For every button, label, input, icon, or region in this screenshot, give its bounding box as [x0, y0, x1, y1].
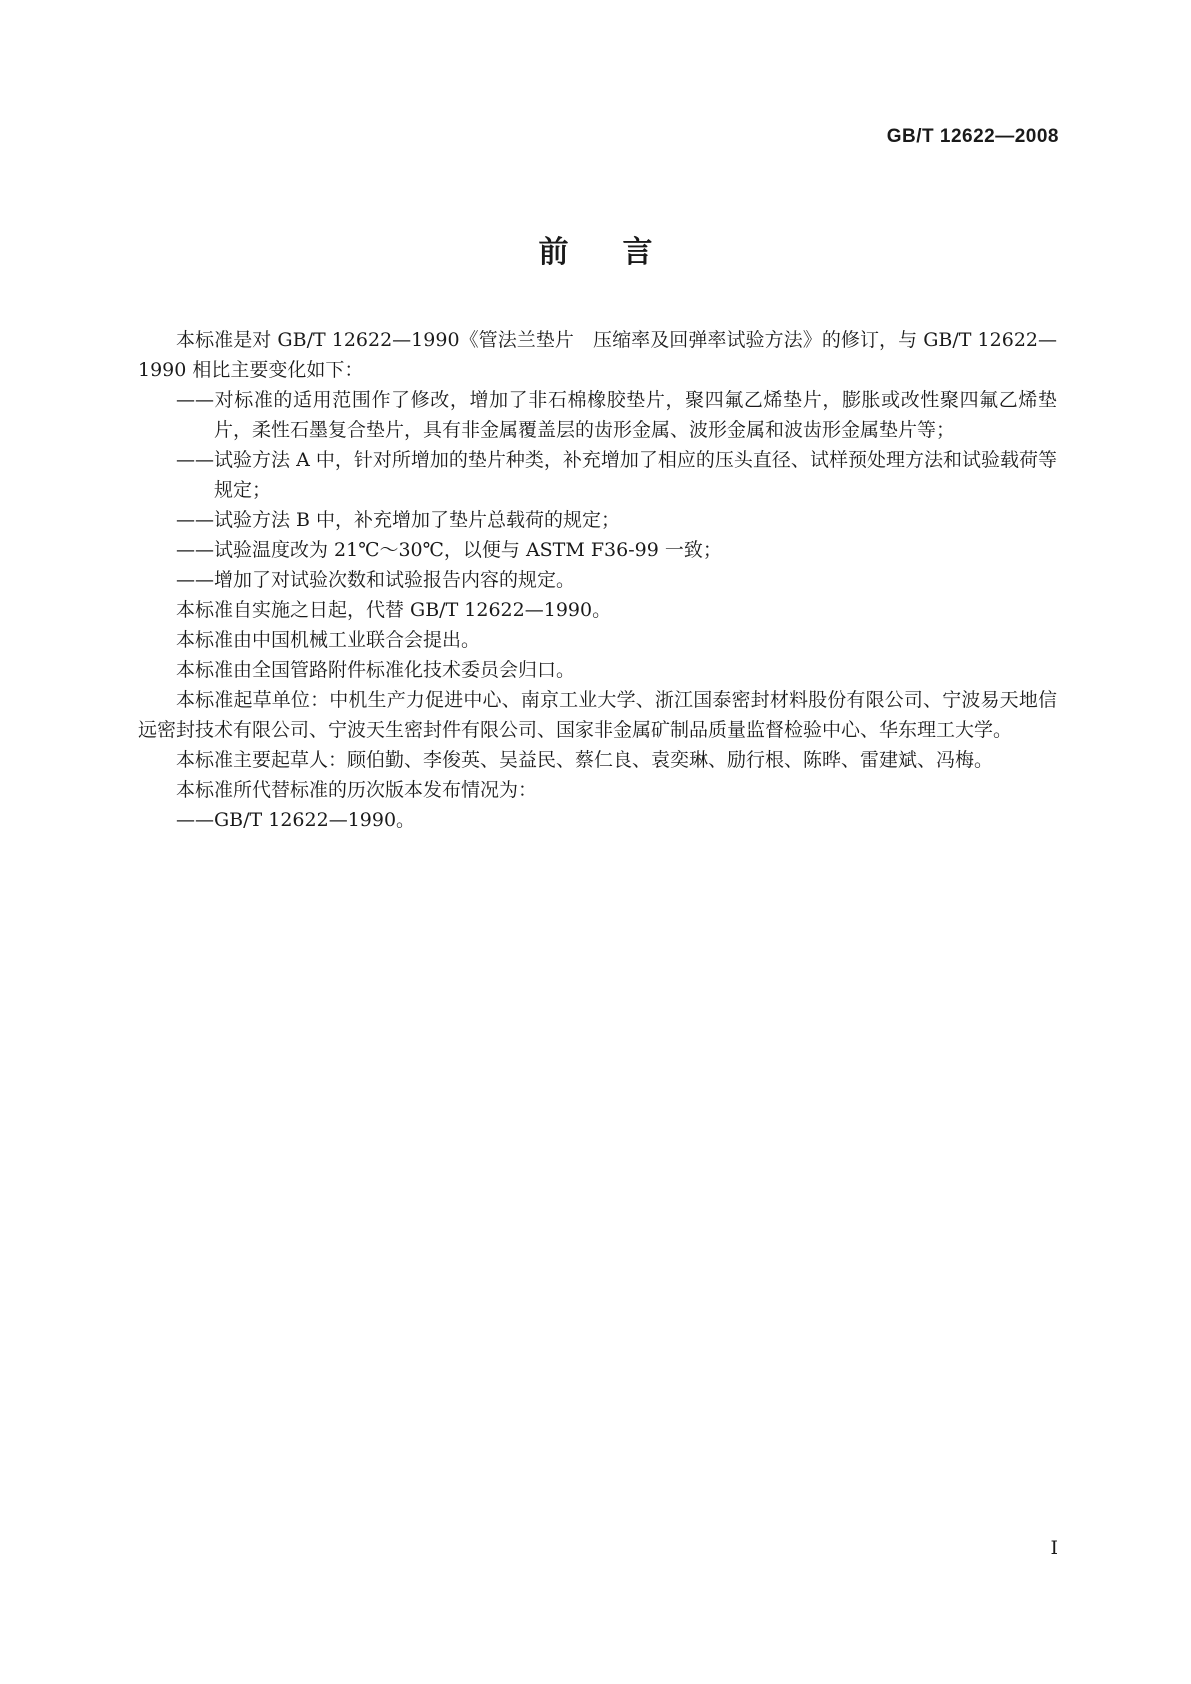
- replacement-paragraph: 本标准自实施之日起，代替 GB/T 12622—1990。: [176, 599, 612, 621]
- page-number: I: [1050, 1537, 1058, 1559]
- drafting-units-paragraph: 本标准起草单位：中机生产力促进中心、南京工业大学、浙江国泰密封材料股份有限公司、宁波易天地信远密封技术有限公司、宁波天生密封件有限公司、国家非金属矿制品质量监督检验中心、华东理工大学。: [138, 689, 1057, 741]
- intro-paragraph: 本标准是对 GB/T 12622—1990《管法兰垫片 压缩率及回弹率试验方法》的修订，与 GB/T 12622—1990 相比主要变化如下：: [138, 329, 1057, 381]
- change-item-report: ——增加了对试验次数和试验报告内容的规定。: [176, 569, 576, 591]
- document-body: [138, 325, 1057, 835]
- change-item-method-b: ——试验方法 B 中，补充增加了垫片总载荷的规定；: [176, 509, 621, 531]
- change-item-temperature: ——试验温度改为 21℃～30℃，以便与 ASTM F36-99 一致；: [176, 539, 722, 561]
- proposer-paragraph: 本标准由中国机械工业联合会提出。: [176, 629, 481, 651]
- standard-number: GB/T 12622—2008: [886, 126, 1059, 147]
- drafters-paragraph: 本标准主要起草人：顾伯勤、李俊英、吴益民、蔡仁良、袁奕琳、励行根、陈晔、雷建斌、冯梅。: [176, 749, 994, 771]
- committee-paragraph: 本标准由全国管路附件标准化技术委员会归口。: [176, 659, 576, 681]
- history-paragraph: 本标准所代替标准的历次版本发布情况为：: [176, 779, 538, 801]
- history-item: ——GB/T 12622—1990。: [176, 809, 416, 831]
- page-title: 前言: [538, 235, 707, 270]
- change-item-method-a: ——试验方法 A 中，针对所增加的垫片种类，补充增加了相应的压头直径、试样预处理方法和试验载荷等规定；: [176, 449, 1057, 501]
- change-item-scope: ——对标准的适用范围作了修改，增加了非石棉橡胶垫片，聚四氟乙烯垫片，膨胀或改性聚四氟乙烯垫片，柔性石墨复合垫片，具有非金属覆盖层的齿形金属、波形金属和波齿形金属垫片等；: [176, 389, 1057, 441]
